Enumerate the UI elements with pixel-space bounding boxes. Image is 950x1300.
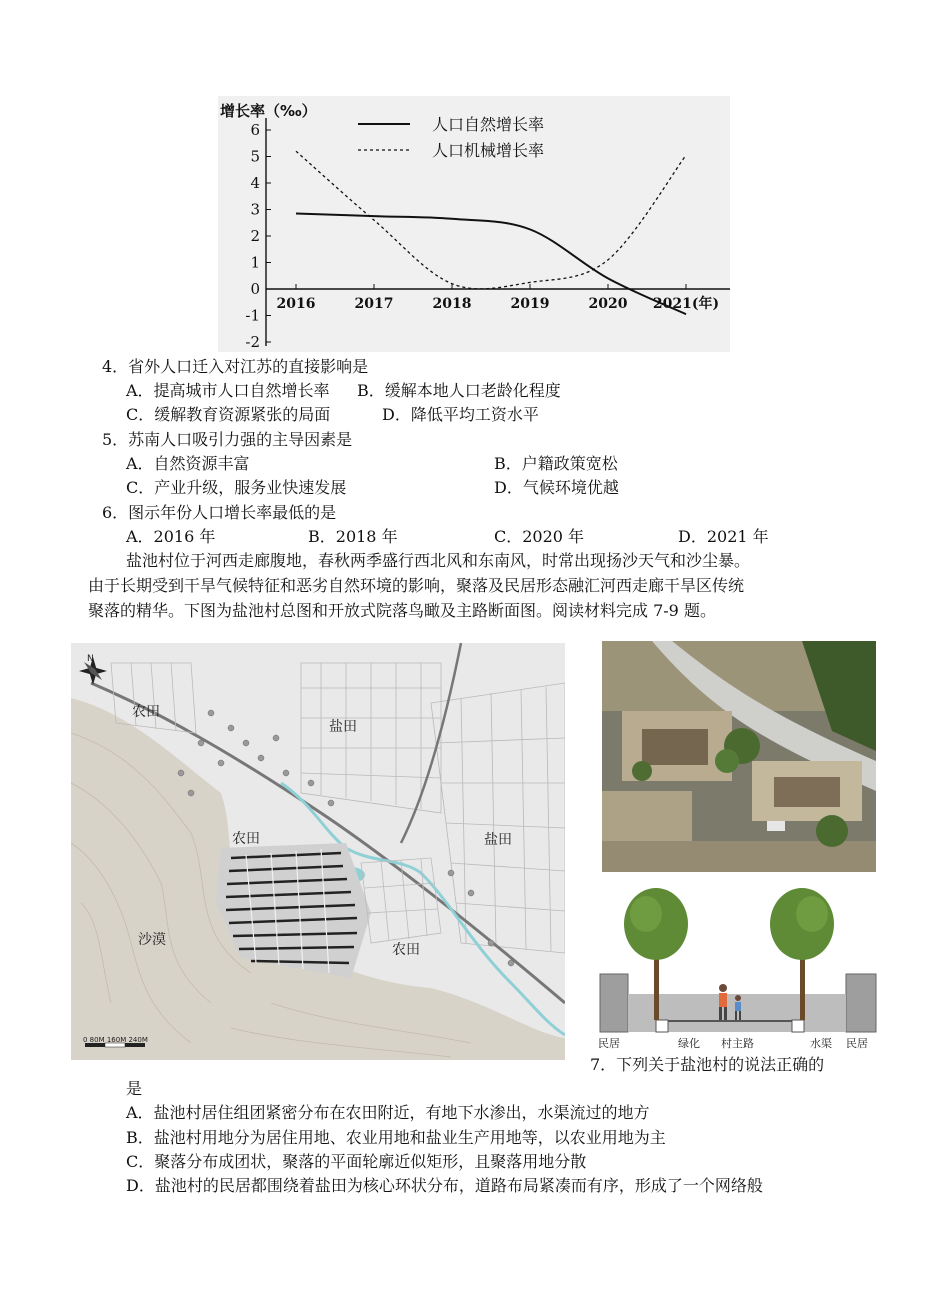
q6-stem: 6．图示年份人口增长率最低的是 [102,503,337,522]
y-tick-label: 1 [250,253,260,272]
chart-svg [218,96,730,352]
main-road-cross-section [598,884,878,1052]
y-tick-label: 2 [250,227,260,245]
q5-option-b[interactable]: B．户籍政策宽松 [494,454,618,473]
x-tick-label: 2019 [510,296,550,312]
x-tick-label: 2021(年) [652,296,720,312]
q7-option-b[interactable]: B．盐池村用地分为居住用地、农业用地和盐业生产用地等，以农业用地为主 [126,1128,666,1147]
section-label-canal: 水渠 [810,1037,832,1050]
section-label-left-house: 民居 [598,1037,620,1050]
right-canal [792,1020,804,1032]
photo-drawing [602,641,876,872]
q7-option-a[interactable]: A．盐池村居住组团紧密分布在农田附近，有地下水渗出，水渠流过的地方 [126,1103,650,1122]
salt-field-grid-1 [301,663,441,813]
q7-stem-part-1: 7．下列关于盐池村的说法正确的 [590,1055,825,1074]
map-label-salt-1: 盐田 [329,719,357,735]
left-canal [656,1020,668,1032]
map-label-farm-3: 农田 [392,942,420,958]
scale-label: 0 80M 160M 240M [83,1036,148,1044]
y-axis-label: 增长率（‰） [220,102,317,120]
population-growth-chart [218,96,730,352]
map-label-desert: 沙漠 [138,932,166,948]
y-tick-label: 6 [250,121,260,139]
passage-line-3: 聚落的精华。下图为盐池村总图和开放式院落鸟瞰及主路断面图。阅读材料完成 7-9 题。 [88,601,716,620]
courtyard-aerial-photo [602,641,876,872]
q6-option-a[interactable]: A．2016 年 [126,527,216,546]
y-tick-label: 3 [250,200,260,219]
section-label-right-house: 民居 [846,1037,868,1050]
q5-option-c[interactable]: C．产业升级，服务业快速发展 [126,478,347,497]
north-label: N [87,654,94,664]
q5-option-a[interactable]: A．自然资源丰富 [126,454,250,473]
q4-option-b[interactable]: B．缓解本地人口老龄化程度 [357,381,561,400]
map-label-farm-1: 农田 [132,704,160,720]
legend-label: 人口机械增长率 [432,141,545,160]
q7-option-d[interactable]: D．盐池村的民居都围绕着盐田为核心环状分布，道路布局紧凑而有序，形成了一个网络般 [126,1176,763,1195]
q4-stem: 4．省外人口迁入对江苏的直接影响是 [102,357,369,376]
series-mechanical-growth-line [296,151,686,289]
y-tick-label: 4 [250,174,260,192]
yanchi-village-map [71,643,565,1060]
q7-option-c[interactable]: C．聚落分布成团状，聚落的平面轮廓近似矩形，且聚落用地分散 [126,1152,587,1171]
left-house-block [600,974,628,1032]
legend-label: 人口自然增长率 [432,115,545,134]
salt-field-grid-2 [431,683,565,953]
q7-stem-part-2: 是 [126,1079,143,1098]
x-tick-label: 2017 [354,296,394,312]
q6-option-b[interactable]: B．2018 年 [308,527,398,546]
passage-line-1: 盐池村位于河西走廊腹地，春秋两季盛行西北风和东南风，时常出现扬沙天气和沙尘暴。 [126,551,751,570]
section-drawing [598,884,878,1052]
y-tick-label: 5 [250,147,260,166]
y-tick-label: -2 [245,333,260,351]
y-tick-label: 0 [250,280,260,298]
map-label-farm-2: 农田 [232,831,260,847]
q5-option-d[interactable]: D．气候环境优越 [494,478,619,497]
q5-stem: 5．苏南人口吸引力强的主导因素是 [102,430,353,449]
x-tick-label: 2020 [588,296,628,312]
section-label-green: 绿化 [678,1037,700,1050]
section-label-road: 村主路 [721,1037,754,1050]
q6-option-c[interactable]: C．2020 年 [494,527,585,546]
branch-road [401,643,461,843]
q4-option-a[interactable]: A．提高城市人口自然增长率 [126,381,330,400]
x-tick-label: 2016 [276,296,316,312]
q6-option-d[interactable]: D．2021 年 [678,527,769,546]
q4-option-c[interactable]: C．缓解教育资源紧张的局面 [126,405,331,424]
passage-line-2: 由于长期受到干旱气候特征和恶劣自然环境的影响，聚落及民居形态融汇河西走廊干旱区传统 [88,576,745,595]
map-label-salt-2: 盐田 [484,832,512,848]
y-tick-label: -1 [245,306,260,325]
q4-option-d[interactable]: D．降低平均工资水平 [382,405,539,424]
right-house-block [846,974,876,1032]
x-tick-label: 2018 [432,296,472,312]
